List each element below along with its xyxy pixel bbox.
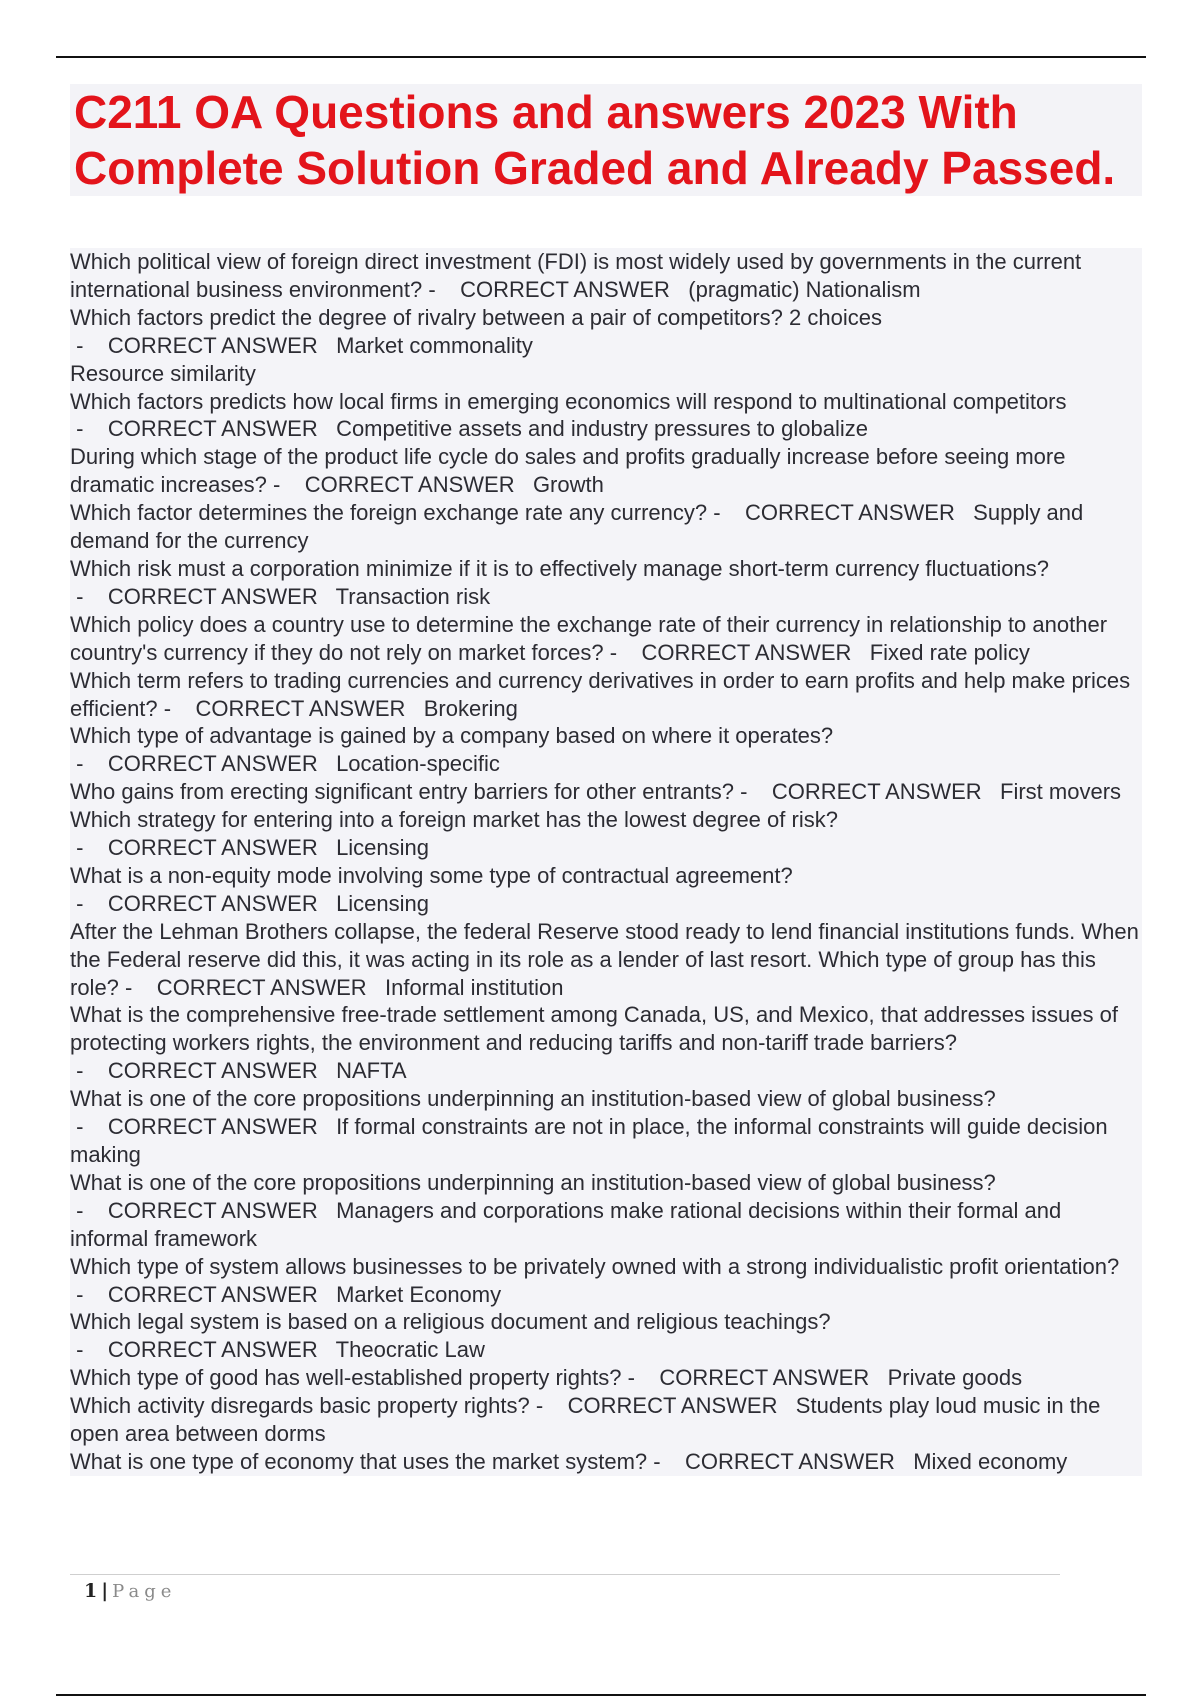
answer-text: Brokering <box>423 695 518 721</box>
question-text: What is one of the core propositions underpinning an institution-based view of global business? <box>70 1169 996 1195</box>
correct-answer-label: - CORRECT ANSWER <box>70 1337 336 1363</box>
qa-item <box>70 1085 1142 1169</box>
document-title: C211 OA Questions and answers 2023 With Complete Solution Graded and Already Passed. <box>74 86 1116 194</box>
answer-text: Managers and corporations make rational decisions within their formal and informal framework <box>70 1197 1062 1251</box>
answer-text: Market Economy <box>336 1281 502 1307</box>
question-text: Which legal system is based on a religious document and religious teachings? <box>70 1309 831 1335</box>
page-footer <box>84 1580 176 1602</box>
question-text: Which policy does a country use to determine the exchange rate of their currency in relationship to another country's currency if they do not rely on market forces? <box>70 611 1108 665</box>
qa-item <box>70 862 1142 918</box>
correct-answer-label: - CORRECT ANSWER <box>647 1448 914 1474</box>
qa-item <box>70 248 1142 304</box>
top-rule <box>56 56 1146 58</box>
qa-item <box>70 1392 1142 1448</box>
question-text: Which risk must a corporation minimize if it is to effectively manage short-term currency fluctuations? <box>70 555 1049 581</box>
question-text: Which activity disregards basic property rights? <box>70 1393 530 1419</box>
answer-text: Transaction risk <box>335 583 491 609</box>
correct-answer-label: - CORRECT ANSWER <box>70 751 337 777</box>
question-text: Which factors predicts how local firms in emerging economics will respond to multinational competitors <box>70 388 1067 414</box>
qa-item <box>70 778 1142 806</box>
answer-text: Supply and demand for the currency <box>70 500 1084 554</box>
qa-item <box>70 611 1142 667</box>
question-text: During which stage of the product life cycle do sales and profits gradually increase before seeing more dramatic increases? <box>70 444 1066 498</box>
answer-text: Mixed economy <box>913 1448 1068 1474</box>
question-text: Which type of good has well-established property rights? <box>70 1365 622 1391</box>
correct-answer-label: - CORRECT ANSWER <box>70 890 337 916</box>
qa-item <box>70 555 1142 611</box>
title-block <box>70 84 1142 196</box>
answer-text: Growth <box>532 472 604 498</box>
answer-text: Informal institution <box>384 974 564 1000</box>
question-text: Which political view of foreign direct investment (FDI) is most widely used by governments in the current international business environment? <box>70 249 1082 302</box>
question-text: Which type of system allows businesses to be privately owned with a strong individualistic profit orientation? <box>70 1253 1120 1279</box>
footer-rule <box>70 1574 1060 1575</box>
answer-text: Location-specific <box>336 751 500 777</box>
page-number: 1 <box>84 1580 98 1602</box>
question-text: Which strategy for entering into a foreign market has the lowest degree of risk? <box>70 807 838 833</box>
answer-text: First movers <box>1000 779 1122 805</box>
question-text: Who gains from erecting significant entry barriers for other entrants? <box>70 779 734 805</box>
qa-item <box>70 667 1142 723</box>
qa-item <box>70 1448 1142 1476</box>
qa-item <box>70 722 1142 778</box>
qa-item <box>70 304 1142 388</box>
question-text: What is one of the core propositions underpinning an institution-based view of global business? <box>70 1086 996 1112</box>
correct-answer-label: - CORRECT ANSWER <box>733 779 1001 805</box>
qa-item <box>70 1169 1142 1253</box>
answer-text: Licensing <box>336 835 430 861</box>
qa-list <box>70 248 1142 1476</box>
question-text: Which term refers to trading currencies and currency derivatives in order to earn profits and help make prices efficient? <box>70 667 1131 721</box>
correct-answer-label: - CORRECT ANSWER <box>603 639 870 665</box>
answer-text: Licensing <box>336 890 430 916</box>
correct-answer-label: - CORRECT ANSWER <box>118 974 385 1000</box>
answer-text: Fixed rate policy <box>869 639 1030 665</box>
correct-answer-label: - CORRECT ANSWER <box>529 1393 796 1419</box>
correct-answer-label: - CORRECT ANSWER <box>266 472 533 498</box>
correct-answer-label: - CORRECT ANSWER <box>70 835 337 861</box>
answer-text: (pragmatic) Nationalism <box>688 276 921 302</box>
correct-answer-label: - CORRECT ANSWER <box>621 1365 888 1391</box>
correct-answer-label: - CORRECT ANSWER <box>422 276 689 302</box>
answer-text: If formal constraints are not in place, the informal constraints will guide decision making <box>70 1114 1108 1167</box>
qa-item <box>70 1308 1142 1364</box>
question-text: Which type of advantage is gained by a company based on where it operates? <box>70 723 834 749</box>
correct-answer-label: - CORRECT ANSWER <box>707 500 974 526</box>
qa-item <box>70 918 1142 1002</box>
bottom-rule <box>56 1694 1146 1696</box>
answer-text: Theocratic Law <box>335 1337 485 1363</box>
qa-item <box>70 1364 1142 1392</box>
correct-answer-label: - CORRECT ANSWER <box>70 1281 337 1307</box>
answer-text: NAFTA <box>336 1058 407 1084</box>
correct-answer-label: - CORRECT ANSWER <box>70 416 337 442</box>
question-text: After the Lehman Brothers collapse, the federal Reserve stood ready to lend financial institutions funds. When the Federal reserve did this, it was acting in its role as a lender of last resort. Which type of group has this role? <box>70 918 1139 1000</box>
page-label: Page <box>112 1581 177 1602</box>
answer-text: Market commonality Resource similarity <box>70 332 533 386</box>
answer-text: Students play loud music in the open area between dorms <box>70 1393 1101 1447</box>
question-text: Which factor determines the foreign exchange rate any currency? <box>70 500 708 526</box>
question-text: Which factors predict the degree of rivalry between a pair of competitors? 2 choices <box>70 304 882 330</box>
answer-text: Competitive assets and industry pressures to globalize <box>336 416 868 442</box>
qa-item <box>70 1253 1142 1309</box>
qa-item <box>70 499 1142 555</box>
footer-separator: | <box>101 1580 109 1602</box>
correct-answer-label: - CORRECT ANSWER <box>70 1197 337 1223</box>
correct-answer-label: - CORRECT ANSWER <box>70 1058 337 1084</box>
qa-item <box>70 388 1142 444</box>
qa-item <box>70 1001 1142 1085</box>
answer-text: Private goods <box>887 1365 1023 1391</box>
correct-answer-label: - CORRECT ANSWER <box>70 332 337 358</box>
qa-item <box>70 806 1142 862</box>
correct-answer-label: - CORRECT ANSWER <box>70 583 336 609</box>
qa-item <box>70 443 1142 499</box>
correct-answer-label: - CORRECT ANSWER <box>157 695 424 721</box>
question-text: What is one type of economy that uses the market system? <box>70 1448 648 1474</box>
correct-answer-label: - CORRECT ANSWER <box>70 1114 337 1140</box>
question-text: What is the comprehensive free-trade settlement among Canada, US, and Mexico, that addresses issues of protecting workers rights, the environment and reducing tariffs and non-tariff trade barriers? <box>70 1002 1118 1056</box>
question-text: What is a non-equity mode involving some type of contractual agreement? <box>70 862 793 888</box>
